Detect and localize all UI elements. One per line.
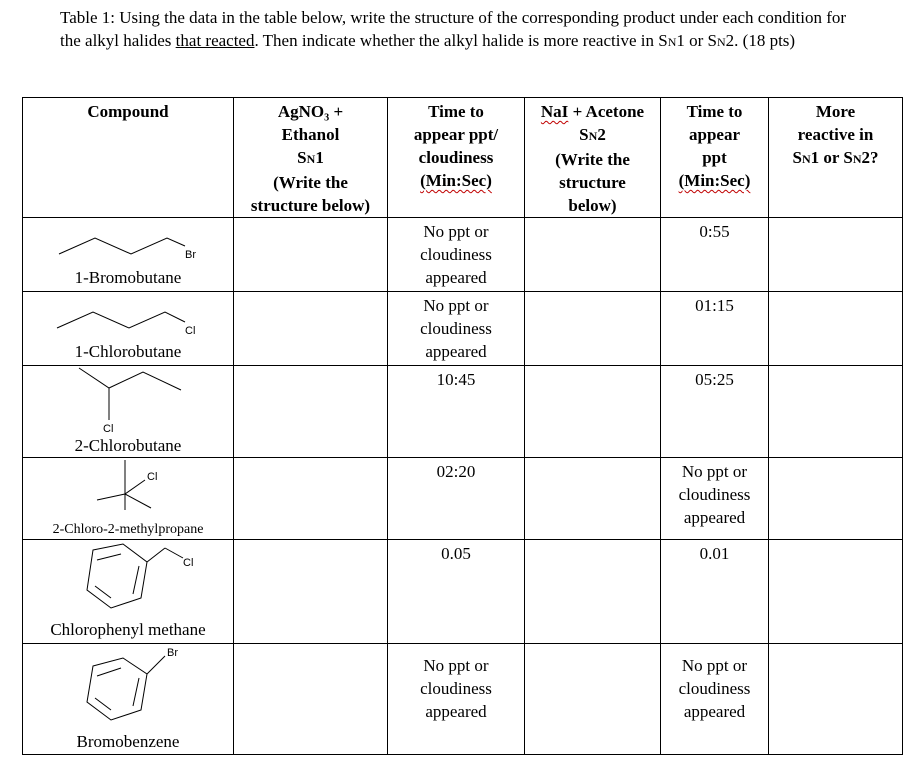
sn1-time-cell: No ppt or cloudiness appeared <box>388 292 525 366</box>
svg-text:Cl: Cl <box>103 423 114 435</box>
sn1-structure-cell[interactable] <box>234 540 388 644</box>
sn2-time-cell: 0:55 <box>661 218 769 292</box>
compound-cell <box>23 540 234 644</box>
sn1-structure-cell[interactable] <box>234 292 388 366</box>
header-more-reactive: More reactive in SN1 or SN2? <box>769 98 903 218</box>
svg-text:Cl: Cl <box>183 557 194 569</box>
compound-name: Chlorophenyl methane <box>50 620 206 639</box>
svg-text:Br: Br <box>185 249 196 261</box>
sn1-time-cell: 10:45 <box>388 366 525 458</box>
sn2-time-cell: No ppt or cloudiness appeared <box>661 458 769 540</box>
compound-cell <box>23 644 234 755</box>
results-table <box>22 97 903 755</box>
compound-cell <box>23 218 234 292</box>
more-reactive-cell[interactable] <box>769 292 903 366</box>
sn1-time-cell: 0.05 <box>388 540 525 644</box>
instructions-text-4: 2. (18 pts) <box>725 31 796 50</box>
instructions-text-2: . Then indicate whether the alkyl halide is more reactive in S <box>254 31 668 50</box>
sn2-structure-cell[interactable] <box>525 366 661 458</box>
more-reactive-cell[interactable] <box>769 540 903 644</box>
table-row <box>23 218 903 292</box>
sn2-structure-cell[interactable] <box>525 644 661 755</box>
sn2-time-cell: 05:25 <box>661 366 769 458</box>
more-reactive-cell[interactable] <box>769 644 903 755</box>
sn2-structure-cell[interactable] <box>525 218 661 292</box>
compound-cell <box>23 458 234 540</box>
compound-cell <box>23 292 234 366</box>
sn1-time-cell: 02:20 <box>388 458 525 540</box>
sn1-time-cell: No ppt or cloudiness appeared <box>388 218 525 292</box>
table-row <box>23 292 903 366</box>
sn1-structure-cell[interactable] <box>234 366 388 458</box>
sn1-time-cell: No ppt or cloudiness appeared <box>388 644 525 755</box>
sn2-time-cell: No ppt or cloudiness appeared <box>661 644 769 755</box>
sn2-time-cell: 0.01 <box>661 540 769 644</box>
sn1-structure-cell[interactable] <box>234 644 388 755</box>
header-row <box>23 98 903 218</box>
table-row <box>23 458 903 540</box>
header-agno3: AgNO₃ + Ethanol SN1 (Write the structure below) <box>234 98 388 218</box>
instructions <box>60 6 860 54</box>
compound-name: 1-Bromobutane <box>74 268 182 287</box>
svg-text:Cl: Cl <box>147 471 158 483</box>
more-reactive-cell[interactable] <box>769 366 903 458</box>
sn2-time-cell: 01:15 <box>661 292 769 366</box>
sn2-structure-cell[interactable] <box>525 540 661 644</box>
header-time-2: Time to appear ppt (Min:Sec) <box>661 98 769 218</box>
sn2-structure-cell[interactable] <box>525 292 661 366</box>
more-reactive-cell[interactable] <box>769 458 903 540</box>
table-row <box>23 644 903 755</box>
sn1-structure-cell[interactable] <box>234 458 388 540</box>
subscript-n: N <box>667 35 677 49</box>
instructions-text: Table 1: Using the data in the table below, write the structure of the corresponding product under each condition for the alkyl halides <box>60 8 847 50</box>
header-compound: Compound <box>23 98 234 218</box>
compound-name: 2-Chlorobutane <box>74 436 182 455</box>
more-reactive-cell[interactable] <box>769 218 903 292</box>
header-nai: NaI + Acetone SN2 (Write the structure below) <box>525 98 661 218</box>
header-time-1: Time to appear ppt/ cloudiness (Min:Sec) <box>388 98 525 218</box>
table-row <box>23 366 903 458</box>
compound-cell <box>23 366 234 458</box>
sn2-structure-cell[interactable] <box>525 458 661 540</box>
compound-name: Bromobenzene <box>76 732 180 751</box>
subscript-n: N <box>717 35 726 49</box>
svg-text:Cl: Cl <box>185 325 196 337</box>
table-row <box>23 540 903 644</box>
compound-name: 2-Chloro-2-methylpropane <box>52 522 204 537</box>
instructions-underlined: that reacted <box>175 31 255 50</box>
compound-name: 1-Chlorobutane <box>74 342 182 361</box>
instructions-text-3: 1 or S <box>676 31 717 50</box>
sn1-structure-cell[interactable] <box>234 218 388 292</box>
svg-text:Br: Br <box>167 647 178 659</box>
